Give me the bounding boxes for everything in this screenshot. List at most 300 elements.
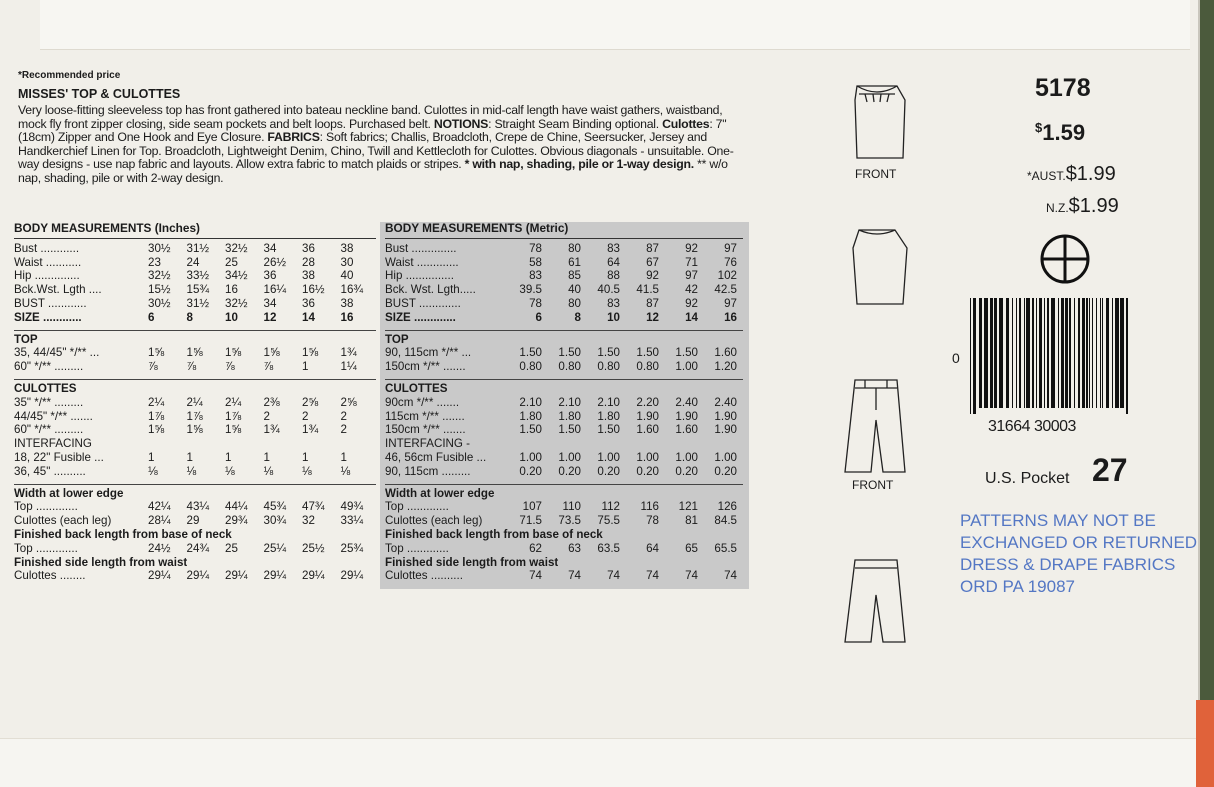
table-row: [385, 487, 743, 501]
row-value: 1.50: [519, 346, 542, 360]
row-value: 1⅝: [186, 423, 203, 437]
row-label: CULOTTES: [385, 381, 448, 395]
row-value: 31½: [186, 296, 210, 310]
barcode-bar: [1006, 298, 1009, 408]
row-value: 64: [607, 255, 620, 269]
row-value: 1⅝: [148, 346, 165, 360]
row-value: 49¾: [340, 500, 364, 514]
row-label: Culottes (each leg): [14, 514, 112, 528]
row-value: 0.20: [675, 464, 698, 478]
row-value: 1.00: [714, 450, 737, 464]
row-value: 0.20: [714, 464, 737, 478]
row-value: 73.5: [558, 514, 581, 528]
row-label: Width at lower edge: [385, 486, 495, 500]
row-value: 29¼: [186, 569, 210, 583]
row-label: Finished side length from waist: [385, 555, 559, 569]
barcode-bar: [984, 298, 988, 408]
barcode-bar: [1061, 298, 1064, 408]
row-value: 83: [529, 269, 542, 283]
row-value: 0.80: [519, 360, 542, 374]
description-text: : Straight Seam Binding optional.: [488, 116, 663, 131]
row-value: 102: [717, 269, 737, 283]
row-value: 1⅝: [225, 346, 242, 360]
table-row: [385, 382, 743, 396]
pattern-number: 5178: [1035, 74, 1091, 102]
barcode-bar: [1092, 298, 1093, 408]
row-value: 0.20: [558, 464, 581, 478]
row-value: 29¼: [263, 569, 287, 583]
row-value: 10: [607, 310, 620, 324]
envelope-bottom-fold: [0, 738, 1200, 787]
row-value: 1⅞: [148, 409, 165, 423]
row-label: Culottes (each leg): [385, 514, 483, 528]
row-value: ⅛: [225, 464, 235, 478]
table-row: [385, 410, 743, 424]
row-value: 2⅜: [263, 395, 280, 409]
barcode-bar: [1039, 298, 1042, 408]
row-label: Culottes ..........: [385, 569, 463, 583]
row-value: 29¼: [340, 569, 364, 583]
table-row: [385, 465, 743, 479]
row-value: 64: [646, 541, 659, 555]
row-label: Bck.Wst. Lgth ....: [14, 283, 102, 297]
row-value: 78: [529, 296, 542, 310]
row-value: 83: [607, 241, 620, 255]
inches-measurement-table: [14, 222, 376, 583]
table-row: [14, 256, 376, 270]
table-row: [385, 500, 743, 514]
row-value: 2: [340, 423, 347, 437]
row-label: TOP: [385, 332, 409, 346]
row-value: 2: [340, 409, 347, 423]
row-value: 1.00: [675, 360, 698, 374]
barcode-bar: [1102, 298, 1103, 408]
table-divider: [14, 479, 376, 485]
row-value: 29¾: [225, 514, 248, 528]
row-value: 1.90: [714, 423, 737, 437]
row-value: 1: [340, 450, 347, 464]
table-row: [385, 311, 743, 325]
row-value: 1¾: [302, 423, 319, 437]
nz-value: $1.99: [1068, 195, 1119, 217]
row-label: Top .............: [14, 500, 78, 514]
row-label: INTERFACING: [14, 437, 92, 451]
row-value: 1.00: [675, 450, 698, 464]
row-value: 74: [529, 569, 542, 583]
barcode-bar: [1044, 298, 1045, 408]
store-stamp: [960, 510, 1198, 598]
currency-symbol: $: [1035, 120, 1043, 135]
row-value: ⅛: [340, 464, 351, 478]
row-value: 1: [302, 450, 309, 464]
row-value: 0.80: [558, 360, 581, 374]
table-row: [385, 283, 743, 297]
row-value: 74: [685, 569, 698, 583]
row-value: 1.50: [558, 423, 581, 437]
culottes-front-drawing: [845, 380, 905, 472]
table-divider: [385, 325, 743, 331]
row-value: 1: [225, 450, 232, 464]
table-row: [14, 556, 376, 570]
barcode-bar: [970, 298, 971, 414]
row-value: 30: [340, 255, 354, 269]
row-value: 1.60: [636, 423, 659, 437]
row-value: 26½: [263, 255, 287, 269]
description-text: : Soft fabrics; Challis, Broadcloth, Crepe de Chine, Seersucker, Jersey and Handkerchief Linen for Top. Broadcloth, Lightweight Denim, Chino, Twill and Kettlecloth for Culottes. Obvious diagonals - unsuitable. One-way designs - use nap fabric and layouts. Allow extra fabric to match plaids or stripes.: [18, 130, 734, 172]
row-value: 0.20: [519, 464, 542, 478]
row-value: 40.5: [597, 283, 620, 297]
row-value: 0.80: [597, 360, 620, 374]
table-row: [385, 256, 743, 270]
pattern-title: MISSES' TOP & CULOTTES: [18, 87, 181, 101]
table-row: [14, 542, 376, 556]
barcode-bar: [1126, 298, 1128, 414]
aust-label: *AUST.: [1027, 169, 1066, 183]
row-value: 81: [685, 514, 698, 528]
table-row: [14, 451, 376, 465]
table-row: [14, 360, 376, 374]
row-value: 2.10: [519, 395, 542, 409]
table-row: [385, 423, 743, 437]
row-value: ⅛: [263, 464, 274, 478]
row-value: 1: [186, 450, 193, 464]
barcode-bar: [1086, 298, 1088, 408]
row-value: 2⅝: [302, 395, 319, 409]
row-label: 36, 45" ..........: [14, 464, 86, 478]
barcode-bar: [1112, 298, 1113, 408]
row-value: 25½: [302, 541, 325, 555]
table-row: [14, 437, 376, 451]
row-value: 74: [568, 569, 581, 583]
row-value: 85: [568, 269, 581, 283]
table-row: [14, 500, 376, 514]
row-value: 62: [529, 541, 542, 555]
envelope-edge: [1196, 700, 1214, 787]
row-value: ⅛: [302, 464, 312, 478]
row-label: 115cm */** .......: [385, 409, 465, 423]
row-value: 1⅝: [148, 423, 165, 437]
row-value: 32: [302, 514, 315, 528]
row-label: Top .............: [385, 541, 449, 555]
row-label: Top .............: [385, 500, 449, 514]
barcode-bar: [979, 298, 982, 408]
row-value: 23: [148, 255, 161, 269]
row-value: 97: [724, 241, 737, 255]
row-label: Top .............: [14, 541, 78, 555]
row-value: 1.50: [597, 423, 620, 437]
barcode-number: 31664 30003: [988, 418, 1076, 435]
table-divider: [385, 479, 743, 485]
row-value: 75.5: [597, 514, 620, 528]
table-row: [14, 514, 376, 528]
row-value: 116: [640, 500, 659, 514]
row-value: 31½: [186, 241, 210, 255]
row-value: 84.5: [714, 514, 737, 528]
barcode-bar: [1026, 298, 1030, 408]
description-text: Culottes: [662, 116, 710, 131]
barcode-bar: [990, 298, 993, 408]
table-divider: [14, 325, 376, 331]
row-value: 32½: [225, 241, 248, 255]
row-value: 74: [724, 569, 737, 583]
row-value: 16: [225, 283, 238, 297]
barcode-bar: [1120, 298, 1124, 408]
row-value: 65: [685, 541, 698, 555]
row-value: 6: [535, 310, 542, 324]
row-value: 16: [340, 310, 354, 324]
row-value: 2.40: [675, 395, 698, 409]
row-label: Hip ...............: [385, 269, 454, 283]
table-row: [385, 360, 743, 374]
row-value: 121: [678, 500, 698, 514]
row-value: 2¼: [186, 395, 203, 409]
row-value: 29¼: [302, 569, 325, 583]
table-row: [14, 423, 376, 437]
row-value: 1⅞: [225, 409, 242, 423]
row-value: 1: [148, 450, 155, 464]
row-value: 45¾: [263, 500, 287, 514]
barcode-bar: [1058, 298, 1059, 408]
description-text: Very loose-fitting sleeveless top has front gathered into bateau neckline band. Culottes in mid-calf length have waist gathers, waistband, mock fly front zipper closing, side seam pockets and belt loops. Purchased belt.: [18, 103, 723, 131]
culottes-back-drawing: [845, 560, 905, 642]
row-value: 61: [568, 255, 581, 269]
table-row: [385, 242, 743, 256]
row-value: 42¼: [148, 500, 171, 514]
table-row: [385, 556, 743, 570]
row-value: 12: [263, 310, 277, 324]
row-value: ⅞: [148, 360, 158, 374]
barcode-bar: [1096, 298, 1097, 408]
row-value: 74: [646, 569, 659, 583]
row-label: 44/45" */** .......: [14, 409, 93, 423]
row-value: 25¾: [340, 541, 364, 555]
row-label: 150cm */** .......: [385, 423, 466, 437]
row-value: 1¼: [340, 360, 357, 374]
top-front-label: FRONT: [855, 167, 897, 181]
row-value: 16¾: [340, 283, 364, 297]
row-label: CULOTTES: [14, 381, 77, 395]
row-value: 2.20: [636, 395, 659, 409]
row-value: 15¾: [186, 283, 210, 297]
description-text: FABRICS: [267, 130, 320, 145]
row-value: 24½: [148, 541, 171, 555]
row-value: 25¼: [263, 541, 287, 555]
row-label: Bust ..............: [385, 241, 457, 255]
row-value: 1.80: [597, 409, 620, 423]
barcode-bar: [1069, 298, 1071, 408]
top-front-drawing: [855, 86, 905, 158]
barcode-bar: [1016, 298, 1017, 408]
table-row: [385, 297, 743, 311]
row-value: 78: [529, 241, 542, 255]
aust-price: [1027, 163, 1116, 186]
envelope-flap: [40, 0, 1190, 50]
row-value: ⅞: [186, 360, 197, 374]
table-row: [385, 437, 743, 451]
barcode-bar: [1019, 298, 1021, 408]
table-row: [14, 283, 376, 297]
row-label: 18, 22" Fusible ...: [14, 450, 104, 464]
row-value: ⅛: [186, 464, 197, 478]
barcode-bar: [1100, 298, 1101, 408]
table-row: [385, 346, 743, 360]
pocket-number: 27: [1092, 452, 1128, 488]
stamp-line: EXCHANGED OR RETURNED: [960, 533, 1198, 552]
row-value: 44¼: [225, 500, 248, 514]
row-value: 1¾: [340, 346, 357, 360]
nz-label: N.Z.: [1046, 201, 1069, 215]
row-value: ⅛: [148, 464, 158, 478]
row-value: 25: [225, 541, 238, 555]
table-row: [14, 297, 376, 311]
row-label: SIZE ............: [14, 310, 82, 324]
row-value: 36: [302, 241, 315, 255]
aust-value: $1.99: [1065, 163, 1116, 185]
barcode-bar: [1012, 298, 1013, 408]
metric-measurement-table: [380, 222, 749, 589]
table-row: [14, 269, 376, 283]
row-label: Finished side length from waist: [14, 555, 188, 569]
row-value: 74: [607, 569, 620, 583]
row-label: Waist ...........: [14, 255, 82, 269]
row-value: 1⅞: [186, 409, 203, 423]
stamp-line: ORD PA 19087: [960, 577, 1075, 596]
row-value: 107: [522, 500, 542, 514]
table-row: [14, 410, 376, 424]
row-value: 1¾: [263, 423, 280, 437]
row-value: 63.5: [597, 541, 620, 555]
row-value: 38: [340, 296, 354, 310]
row-value: 15½: [148, 283, 171, 297]
row-value: 2¼: [225, 395, 242, 409]
row-value: 32½: [225, 296, 248, 310]
description-text: NOTIONS: [433, 116, 489, 131]
row-label: 90, 115cm .........: [385, 464, 471, 478]
table-row: [14, 333, 376, 347]
row-value: 32½: [148, 269, 171, 283]
row-value: 8: [574, 310, 581, 324]
row-label: 46, 56cm Fusible ...: [385, 450, 487, 464]
table-row: [14, 382, 376, 396]
row-value: 65.5: [714, 541, 737, 555]
row-value: 30¾: [263, 514, 287, 528]
row-label: Width at lower edge: [14, 486, 124, 500]
barcode-bar: [1078, 298, 1080, 408]
barcode: [970, 298, 1132, 414]
description-text: * with nap, shading, pile or 1-way design.: [464, 157, 694, 172]
row-value: 80: [568, 241, 581, 255]
barcode-bar: [1074, 298, 1075, 408]
row-value: 33½: [186, 269, 210, 283]
row-value: 1⅝: [225, 423, 242, 437]
row-value: 38: [340, 241, 354, 255]
table-row: [14, 311, 376, 325]
row-value: 112: [601, 500, 620, 514]
row-value: ⅞: [225, 360, 235, 374]
row-value: 63: [568, 541, 581, 555]
crosshair-icon: [1039, 233, 1091, 285]
row-value: 33¼: [340, 514, 364, 528]
row-label: Waist .............: [385, 255, 459, 269]
row-value: 1.90: [675, 409, 698, 423]
row-value: 40: [568, 283, 581, 297]
row-value: 29: [186, 514, 200, 528]
row-label: 60" */** .........: [14, 360, 84, 374]
row-value: 87: [646, 296, 659, 310]
row-value: 14: [685, 310, 698, 324]
row-value: 2.40: [714, 395, 737, 409]
row-value: 30½: [148, 241, 171, 255]
row-value: 34: [263, 296, 277, 310]
row-value: 28¼: [148, 514, 171, 528]
row-value: 97: [724, 296, 737, 310]
row-label: Bck. Wst. Lgth.....: [385, 283, 476, 297]
barcode-bar: [999, 298, 1003, 408]
row-label: Culottes ........: [14, 569, 86, 583]
table-row: [14, 396, 376, 410]
row-label: Finished back length from base of neck: [385, 527, 603, 541]
row-value: 1: [302, 360, 309, 374]
barcode-bar: [1065, 298, 1068, 408]
row-value: 1.00: [597, 450, 620, 464]
row-value: 78: [646, 514, 659, 528]
row-value: 1⅝: [302, 346, 319, 360]
row-label: SIZE .............: [385, 310, 456, 324]
row-value: 0.20: [597, 464, 620, 478]
row-label: 35, 44/45" */** ...: [14, 346, 100, 360]
row-label: TOP: [14, 332, 38, 346]
row-label: Finished back length from base of neck: [14, 527, 232, 541]
row-value: 16: [724, 310, 737, 324]
row-value: 43¼: [186, 500, 210, 514]
row-value: 1⅝: [186, 346, 203, 360]
row-value: 1: [263, 450, 270, 464]
row-value: 10: [225, 310, 238, 324]
row-label: 90, 115cm */** ...: [385, 346, 472, 360]
row-value: 1.50: [597, 346, 620, 360]
row-value: 1.90: [636, 409, 659, 423]
culottes-front-label: FRONT: [852, 478, 894, 492]
row-value: 1.60: [675, 423, 698, 437]
row-value: 36: [263, 269, 277, 283]
row-value: 16¼: [263, 283, 287, 297]
row-label: Hip ..............: [14, 269, 80, 283]
row-value: 36: [302, 296, 315, 310]
barcode-bar: [1036, 298, 1037, 408]
pocket-label: U.S. Pocket: [985, 470, 1070, 487]
table-row: [14, 487, 376, 501]
row-value: 110: [562, 500, 581, 514]
row-value: 1.80: [519, 409, 542, 423]
row-value: 16½: [302, 283, 325, 297]
row-value: 1.00: [558, 450, 581, 464]
stamp-line: DRESS & DRAPE FABRICS: [960, 555, 1176, 574]
row-value: 83: [607, 296, 620, 310]
table-row: [14, 528, 376, 542]
row-value: 34: [263, 241, 277, 255]
row-value: 76: [724, 255, 737, 269]
row-value: 0.80: [636, 360, 659, 374]
row-label: 35" */** .........: [14, 395, 84, 409]
row-value: 24¾: [186, 541, 210, 555]
table-divider: [385, 374, 743, 380]
barcode-bar: [1106, 298, 1109, 408]
barcode-bar: [1051, 298, 1055, 408]
barcode-bar: [1047, 298, 1049, 408]
row-value: 29¼: [225, 569, 248, 583]
price-value: 1.59: [1042, 120, 1086, 145]
table-row: [385, 333, 743, 347]
